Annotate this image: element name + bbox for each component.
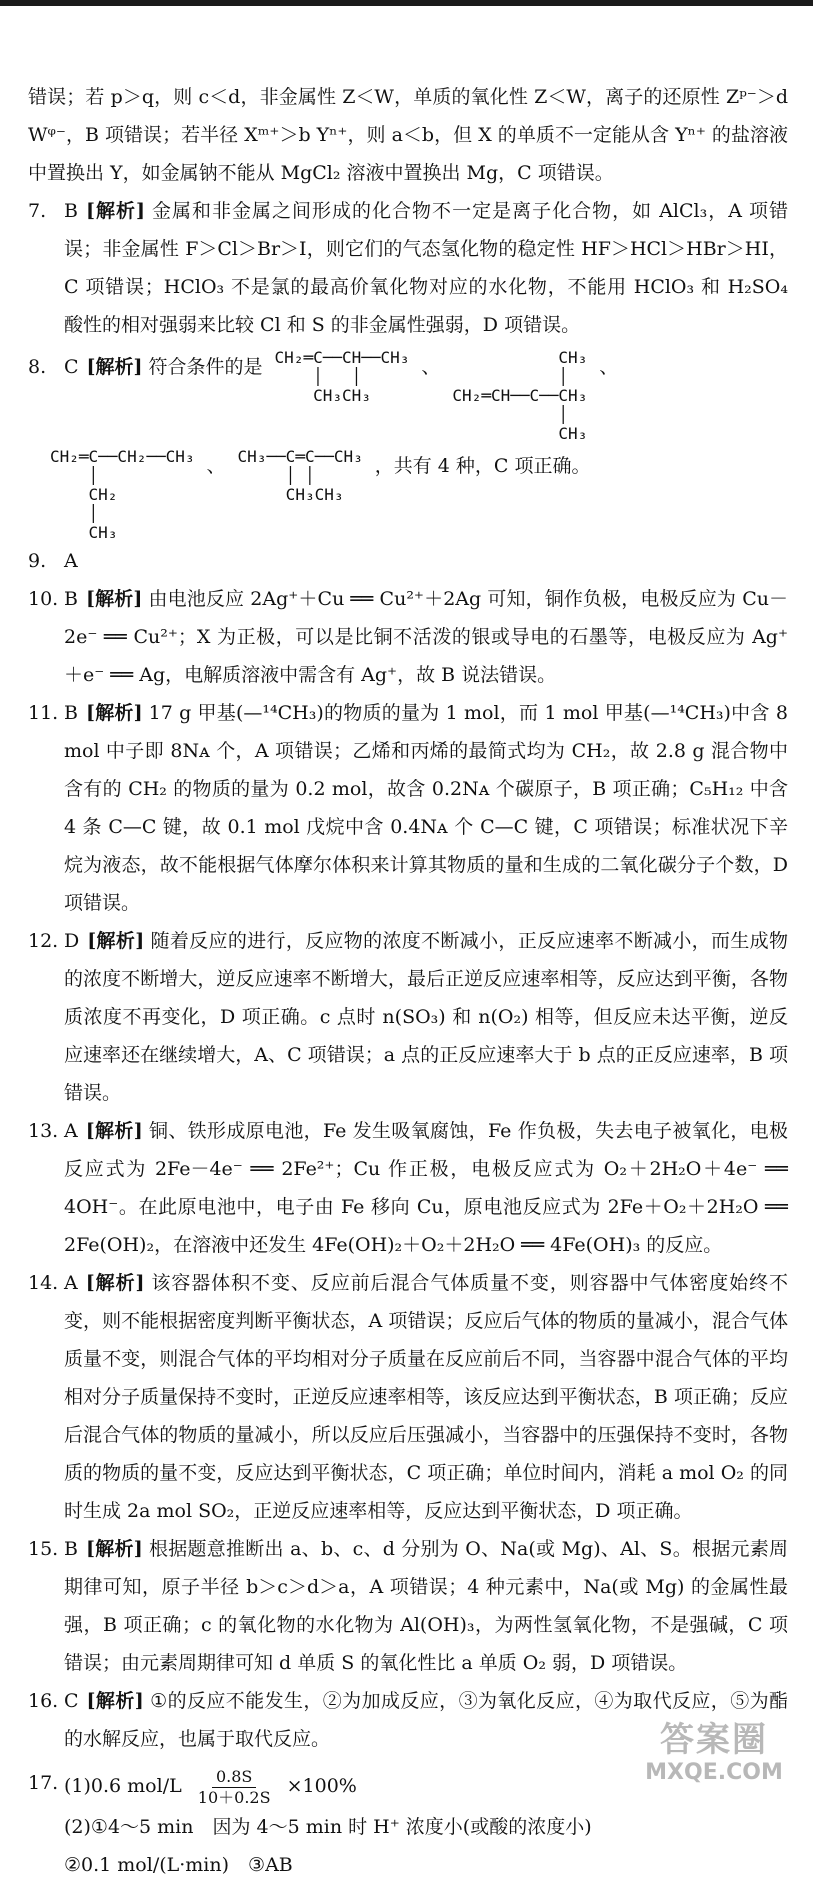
structures-row-1	[64, 348, 788, 443]
q17-concentration: (1)0.6 mol/L	[64, 1775, 182, 1797]
answer-item-7	[28, 192, 788, 344]
item-text: 金属和非金属之间形成的化合物不一定是离子化合物，如 AlCl₃，A 项错误；非金属性 F＞Cl＞Br＞I，则它们的气态氢化物的稳定性 HF＞HCl＞HBr＞HI，C 项错误；HClO₃ 不是氯的最高价氧化物对应的水化物，不能用 HClO₃ 和 H₂SO₄ 酸性的相对强弱来比较 Cl 和 S 的非金属性强弱，D 项错误。	[64, 200, 788, 336]
item-text: 由电池反应 2Ag⁺＋Cu ══ Cu²⁺＋2Ag 可知，铜作负极，电极反应为 Cu－2e⁻ ══ Cu²⁺；X 为正极，可以是比铜不活泼的银或导电的石墨等，电极反应为 Ag⁺＋e⁻ ══ Ag，电解质溶液中需含有 Ag⁺，故 B 说法错误。	[64, 588, 788, 686]
separator: 、	[599, 356, 619, 378]
item-number: 9.	[28, 550, 47, 572]
item-answer: A	[64, 1120, 78, 1142]
item-number: 7.	[28, 200, 47, 222]
item-answer: D	[64, 930, 80, 952]
item-answer: B	[64, 702, 78, 724]
structural-formula-3: CH₂═C──CH₂──CH₃ │ CH₂ │ CH₃	[50, 447, 195, 542]
answer-item-11	[28, 694, 788, 922]
q17-percent: ×100%	[286, 1775, 357, 1797]
analysis-tag: [解析]	[86, 1690, 144, 1712]
analysis-tag: [解析]	[87, 930, 145, 952]
analysis-tag: [解析]	[85, 200, 145, 222]
item-answer: B	[64, 200, 78, 222]
answer-item-10	[28, 580, 788, 694]
fraction-numerator: 0.8S	[212, 1767, 256, 1788]
structural-formula-4: CH₃──C═C──CH₃ │ │ CH₃CH₃	[237, 447, 363, 504]
item-answer: A	[64, 550, 78, 572]
analysis-tag: [解析]	[85, 1272, 145, 1294]
item-text: 铜、铁形成原电池，Fe 发生吸氧腐蚀，Fe 作负极，失去电子被氧化，电极反应式为 2Fe－4e⁻ ══ 2Fe²⁺；Cu 作正极，电极反应式为 O₂＋2H₂O＋4e⁻ ══ 4OH⁻。在此原电池中，电子由 Fe 移向 Cu，原电池反应式为 2Fe＋O₂＋2H₂O ══ 2Fe(OH)₂，在溶液中还发生 4Fe(OH)₂＋O₂＋2H₂O ══ 4Fe(OH)₃ 的反应。	[64, 1120, 789, 1256]
top-rule	[0, 0, 813, 6]
item8-conclusion: ，共有 4 种，C 项正确。	[374, 455, 591, 477]
item-answer: C	[64, 356, 79, 378]
item-number: 15.	[28, 1538, 59, 1560]
item-number: 13.	[28, 1120, 59, 1142]
answer-item-13	[28, 1112, 788, 1264]
q17-part-2: (2)①4～5 min 因为 4～5 min 时 H⁺ 浓度小(或酸的浓度小)	[64, 1816, 592, 1838]
answer-item-9	[28, 542, 788, 580]
answer-item-8	[28, 348, 788, 542]
item-answer: A	[64, 1272, 78, 1294]
item-text: 该容器体积不变、反应前后混合气体质量不变，则容器中气体密度始终不变，则不能根据密度判断平衡状态，A 项错误；反应后气体的物质的量减小，混合气体质量不变，则混合气体的平均相对分子质量在反应前后不同，当容器中混合气体的平均相对分子质量保持不变时，正逆反应速率相等，该反应达到平衡状态，B 项正确；反应后混合气体的物质的量减小，所以反应后压强减小，当容器中的压强保持不变时，各物质的物质的量不变，反应达到平衡状态，C 项正确；单位时间内，消耗 a mol O₂ 的同时生成 2a mol SO₂，正逆反应速率相等，反应达到平衡状态，D 项正确。	[64, 1272, 788, 1522]
item-number: 14.	[28, 1272, 59, 1294]
structural-formula-1: CH₂═C──CH──CH₃ │ │ CH₃CH₃	[274, 348, 410, 405]
fraction	[194, 1767, 275, 1808]
analysis-tag: [解析]	[85, 702, 143, 724]
item-text: ①的反应不能发生，②为加成反应，③为氧化反应，④为取代反应，⑤为酯的水解反应，也属于取代反应。	[64, 1690, 788, 1750]
structural-formula-2: CH₃ │ CH₂═CH──C──CH₃ │ CH₃	[452, 348, 588, 443]
analysis-tag: [解析]	[85, 588, 143, 610]
structures-row-2	[44, 447, 788, 542]
watermark-url: MXQE.COM	[645, 1760, 783, 1785]
item-number: 8.	[28, 356, 47, 378]
fraction-denominator: 10＋0.2S	[197, 1787, 271, 1807]
answer-item-14	[28, 1264, 788, 1530]
item-number: 16.	[28, 1690, 59, 1712]
separator: 、	[421, 356, 441, 378]
item-answer: B	[64, 588, 78, 610]
item-text: 17 g 甲基(—¹⁴CH₃)的物质的量为 1 mol，而 1 mol 甲基(—¹⁴CH₃)中含 8 mol 中子即 8Nᴀ 个，A 项错误；乙烯和丙烯的最简式均为 CH₂，故 2.8 g 混合物中含有的 CH₂ 的物质的量为 0.2 mol，故含 0.2Nᴀ 个碳原子，B 项正确；C₅H₁₂ 中含 4 条 C—C 键，故 0.1 mol 戊烷中含 0.4Nᴀ 个 C—C 键，C 项错误；标准状况下辛烷为液态，故不能根据气体摩尔体积来计算其物质的量和生成的二氧化碳分子个数，D 项错误。	[64, 702, 788, 914]
item-text: 随着反应的进行，反应物的浓度不断减小，正反应速率不断减小，而生成物的浓度不断增大，逆反应速率不断增大，最后正逆反应速率相等，反应达到平衡，各物质浓度不再变化，D 项正确。c 点时 n(SO₃) 和 n(O₂) 相等，但反应未达平衡，逆反应速率还在继续增大，A、C 项错误；a 点的正反应速率大于 b 点的正反应速率，B 项错误。	[64, 930, 788, 1104]
analysis-tag: [解析]	[85, 1538, 143, 1560]
answer-document	[28, 78, 788, 1884]
item-number: 11.	[28, 702, 59, 724]
answer-item-12	[28, 922, 788, 1112]
item-text: 符合条件的是	[148, 356, 263, 378]
item-text: 根据题意推断出 a、b、c、d 分别为 O、Na(或 Mg)、Al、S。根据元素周期律可知，原子半径 b＞c＞d＞a，A 项错误；4 种元素中，Na(或 Mg) 的金属性最强，B 项正确；c 的氧化物的水化物为 Al(OH)₃，为两性氢氧化物，不是强碱，C 项错误；由元素周期律可知 d 单质 S 的氧化性比 a 单质 O₂ 弱，D 项错误。	[64, 1538, 788, 1674]
item-number: 17.	[28, 1772, 59, 1794]
answer-item-15	[28, 1530, 788, 1682]
site-watermark	[629, 1720, 799, 1792]
analysis-tag: [解析]	[86, 356, 143, 378]
analysis-tag: [解析]	[85, 1120, 143, 1142]
item-answer: C	[64, 1690, 79, 1712]
watermark-logo: 答案圈	[660, 1720, 768, 1760]
separator: 、	[206, 455, 226, 477]
item-number: 10.	[28, 588, 59, 610]
item-number: 12.	[28, 930, 59, 952]
q17-part-3: ②0.1 mol/(L·min) ③AB	[64, 1854, 293, 1876]
item-answer: B	[64, 1538, 78, 1560]
intro-paragraph: 错误；若 p＞q，则 c＜d，非金属性 Z＜W，单质的氧化性 Z＜W，离子的还原性 Zᵖ⁻＞d Wᵠ⁻，B 项错误；若半径 Xᵐ⁺＞b Yⁿ⁺，则 a＜b，但 X 的单质不一定能从含 Yⁿ⁺ 的盐溶液中置换出 Y，如金属钠不能从 MgCl₂ 溶液中置换出 Mg，C 项错误。	[28, 86, 788, 184]
